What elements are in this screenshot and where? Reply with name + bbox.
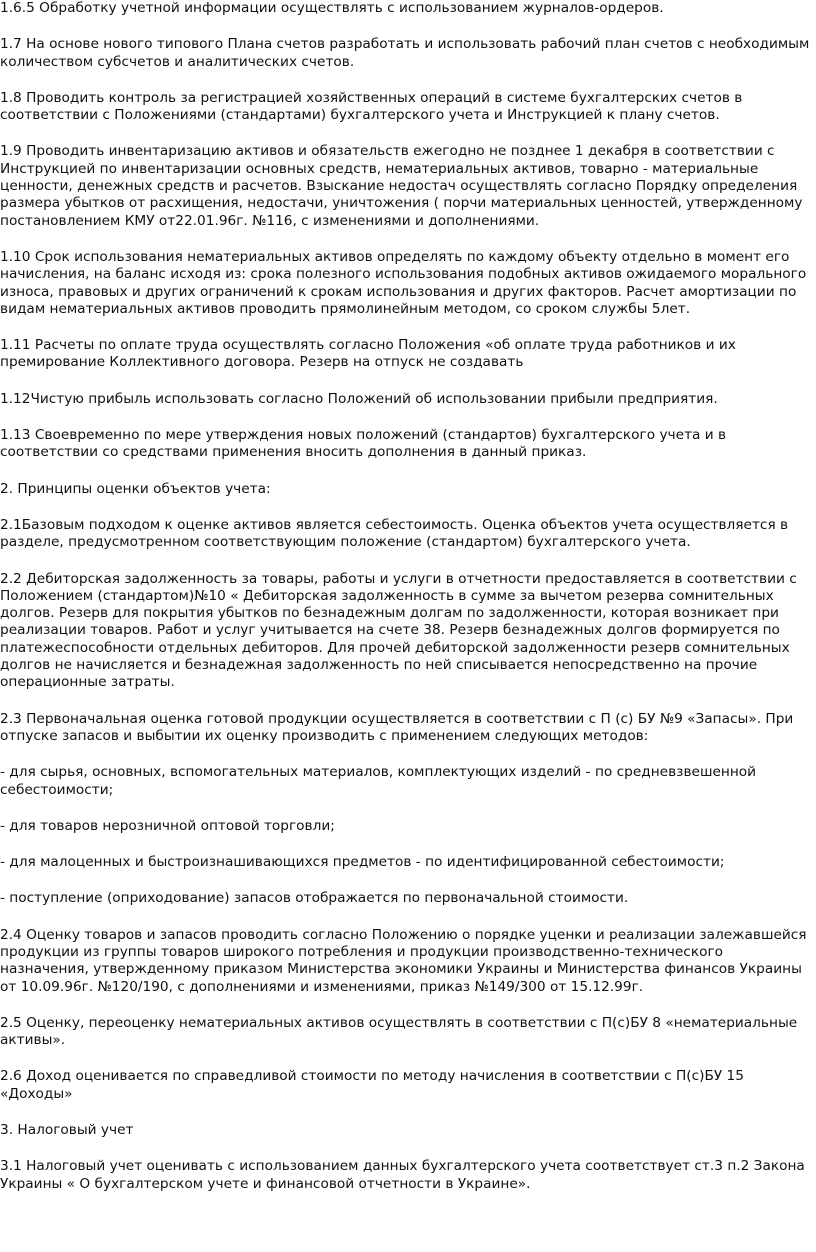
- list-item-raw-materials: - для сырья, основных, вспомогательных материалов, комплектующих изделий - по средневзвешенной себестоимости;: [0, 764, 757, 798]
- section-heading-2: 2. Принципы оценки объектов учета:: [0, 480, 271, 497]
- paragraph-1-8: 1.8 Проводить контроль за регистрацией хозяйственных операций в системе бухгалтерских счетов в соответствии с Положениями (стандартами) бухгалтерского учета и Инструкцией к плану счетов.: [0, 89, 743, 124]
- list-item-inventory-receipt: - поступление (оприходование) запасов отображается по первоначальной стоимости.: [0, 890, 629, 907]
- paragraph-2-2: 2.2 Дебиторская задолженность за товары, работы и услуги в отчетности предоставляется в соответствии с Положением (стандартом)№10 « Дебиторская задолженность в сумме за вычетом резерва сомнительных долгов. Резерв для покрытия убытков по безнадежным долгам по задолженности, которая возникает при реализации товаров. Работ и услуг учитывается на счете 38. Резерв безнадежных долгов формируется по платежеспособности отдельных дебиторов. Для прочей дебиторской задолженности резерв сомнительных долгов не начисляется и безнадежная задолженность по ней списывается непосредственно на прочие операционные затраты.: [0, 570, 797, 691]
- paragraph-1-13: 1.13 Своевременно по мере утверждения новых положений (стандартов) бухгалтерского учета и в соответствии со средствами применения вносить дополнения в данный приказ.: [0, 427, 727, 461]
- paragraph-1-9: 1.9 Проводить инвентаризацию активов и обязательств ежегодно не позднее 1 декабря в соответствии с Инструкцией по инвентаризации основных средств, нематериальных активов, товарно - материальные ценности, денежных средств и расчетов. Взыскание недостач осуществлять согласно Порядку определения размера убытков от расхищения, недостачи, уничтожения ( порчи материальных ценностей, утвержденному постановлением КМУ от22.01.96г. №116, с изменениями и дополнениями.: [0, 143, 803, 229]
- paragraph-2-1: 2.1Базовым подходом к оценке активов является себестоимость. Оценка объектов учета осуществляется в разделе, предусмотренном соответствующим положение (стандартом) бухгалтерского учета.: [0, 516, 789, 551]
- paragraph-3-1: 3.1 Налоговый учет оценивать с использованием данных бухгалтерского учета соответствует ст.3 п.2 Закона Украины « О бухгалтерском учете и финансовой отчетности в Украине».: [0, 1158, 805, 1192]
- paragraph-2-3: 2.3 Первоначальная оценка готовой продукции осуществляется в соответствии с П (с) БУ №9 «Запасы». При отпуске запасов и выбытии их оценку производить с применением следующих методов:: [0, 710, 794, 744]
- list-item-low-value-items: - для малоценных и быстроизнашивающихся предметов - по идентифицированной себестоимости;: [0, 854, 725, 871]
- paragraph-1-12: 1.12Чистую прибыль использовать согласно Положений об использовании прибыли предприятия.: [0, 390, 718, 407]
- paragraph-1-10: 1.10 Срок использования нематериальных активов определять по каждому объекту отдельно в момент его начисления, на баланс исходя из: срока полезного использования подобных активов ожидаемого морального износа, правовых и других ограничений к срокам использования и других факторов. Расчет амортизации по видам нематериальных активов проводить прямолинейным методом, со сроком службы 5лет.: [0, 248, 807, 317]
- paragraph-1-6-5: 1.6.5 Обработку учетной информации осуществлять с использованием журналов-ордеров.: [0, 0, 664, 16]
- paragraph-2-5: 2.5 Оценку, переоценку нематериальных активов осуществлять в соответствии с П(с)БУ 8 «нематериальные активы».: [0, 1014, 798, 1049]
- paragraph-1-11: 1.11 Расчеты по оплате труда осуществлять согласно Положения «об оплате труда работников и их премирование Коллективного договора. Резерв на отпуск не создавать: [0, 337, 736, 371]
- list-item-wholesale-goods: - для товаров нерозничной оптовой торговли;: [0, 817, 335, 834]
- paragraph-1-7: 1.7 На основе нового типового Плана счетов разработать и использовать рабочий план счетов с необходимым количеством субсчетов и аналитических счетов.: [0, 36, 810, 70]
- section-heading-3: 3. Налоговый учет: [0, 1122, 134, 1139]
- paragraph-2-6: 2.6 Доход оценивается по справедливой стоимости по методу начисления в соответствии с П(с)БУ 15 «Доходы»: [0, 1068, 744, 1102]
- paragraph-2-4: 2.4 Оценку товаров и запасов проводить согласно Положению о порядке уценки и реализации залежавшейся продукции из группы товаров широкого потребления и продукции производственно-технического назначения, утвержденному приказом Министерства экономики Украины и Министерства финансов Украины от 10.09.96г. №120/190, с дополнениями и изменениями, приказ №149/300 от 15.12.99г.: [0, 926, 807, 995]
